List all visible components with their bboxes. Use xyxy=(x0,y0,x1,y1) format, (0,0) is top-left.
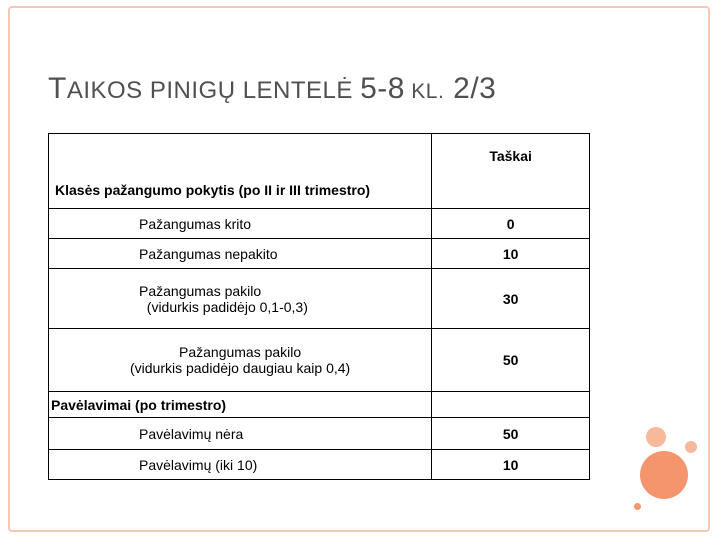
table-row xyxy=(49,418,590,450)
title-kl: KL. xyxy=(404,80,445,103)
table-row xyxy=(49,450,590,480)
table-row xyxy=(49,269,590,329)
decor-circle-large xyxy=(640,451,688,499)
table-header-row xyxy=(49,134,590,209)
row-points: 50 xyxy=(432,329,590,392)
title-fraction: 2/3 xyxy=(444,72,497,105)
row-criterion: Pažangumas pakilo (vidurkis padidėjo 0,1-0,3) xyxy=(49,269,432,329)
header-criteria: Klasės pažangumo pokytis (po II ir III trimestro) xyxy=(49,134,432,209)
section-row-lateness xyxy=(49,392,590,418)
decor-circle-dot xyxy=(634,503,641,510)
row-criterion: Pavėlavimų (iki 10) xyxy=(49,450,432,480)
table-row xyxy=(49,239,590,269)
row-points: 50 xyxy=(432,418,590,450)
title-caps-part: AIKOS PINIGŲ LENTELĖ xyxy=(66,77,361,104)
row-criterion: Pažangumas nepakito xyxy=(49,239,432,269)
title-grade-range: 5-8 xyxy=(360,72,405,105)
slide-title xyxy=(48,72,496,106)
header-points: Taškai xyxy=(432,134,590,209)
row-points: 0 xyxy=(432,209,590,239)
row-criterion: Pažangumas krito xyxy=(49,209,432,239)
table-row xyxy=(49,209,590,239)
points-table xyxy=(48,133,590,480)
table-row xyxy=(49,329,590,392)
title-initial: T xyxy=(48,72,67,105)
row-criterion: Pažangumas pakilo (vidurkis padidėjo daugiau kaip 0,4) xyxy=(49,329,432,392)
decor-circle-small xyxy=(685,441,697,453)
decor-circle-medium xyxy=(646,427,666,447)
row-points: 10 xyxy=(432,239,590,269)
row-criterion: Pavėlavimų nėra xyxy=(49,418,432,450)
row-points: 30 xyxy=(432,269,590,329)
section-points xyxy=(432,392,590,418)
row-points: 10 xyxy=(432,450,590,480)
section-title: Pavėlavimai (po trimestro) xyxy=(49,392,432,418)
